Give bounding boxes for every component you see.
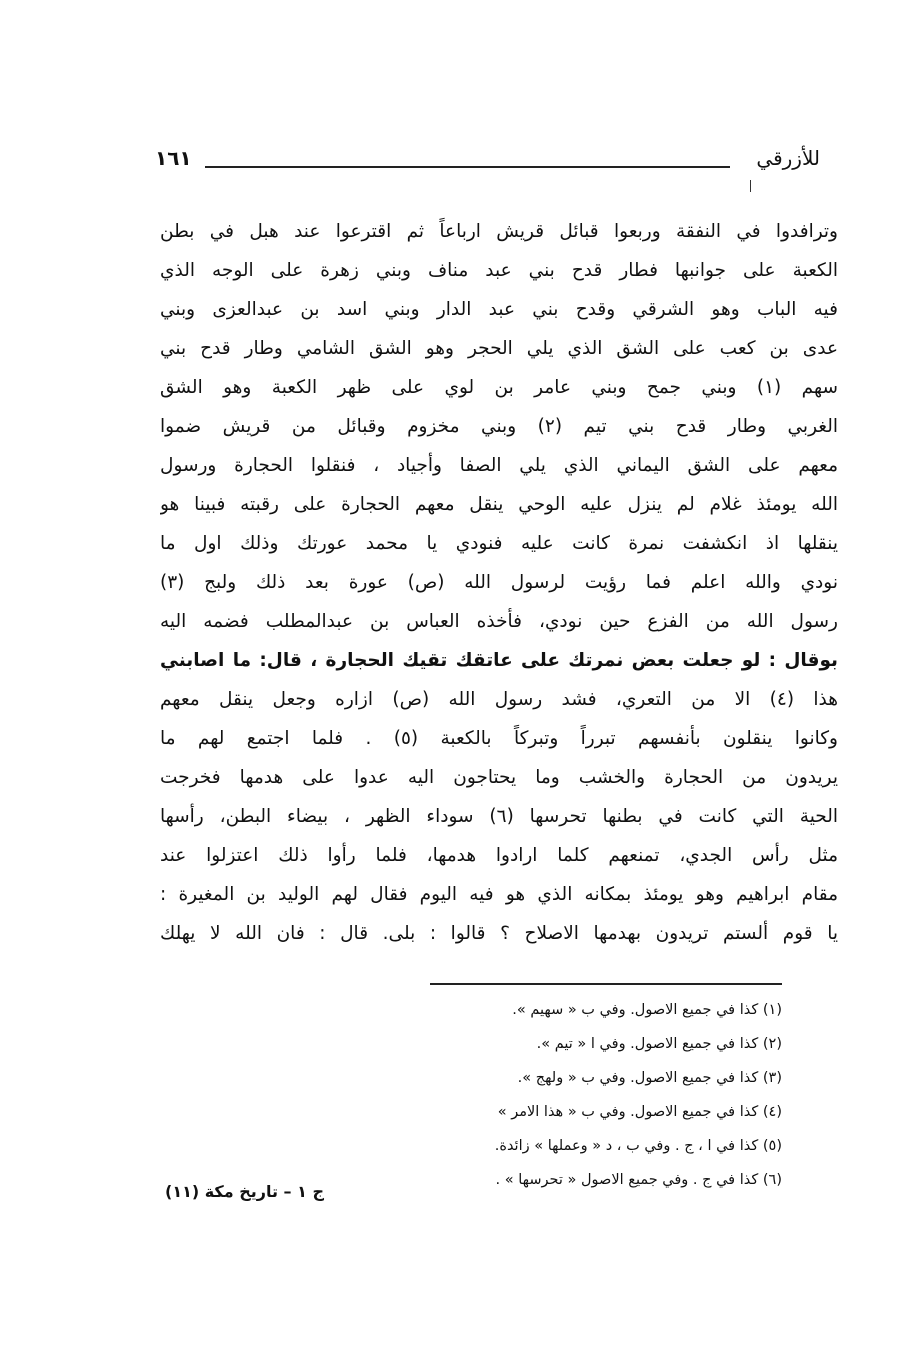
- running-head: للأزرقي: [756, 146, 820, 170]
- text-line: الغربي وطار قدح بني تيم (٢) وبني مخزوم وقبائل من قريش ضموا: [160, 416, 838, 437]
- text-line: يا قوم ألستم تريدون بهدمها الاصلاح ؟ قالوا : بلى. قال : فان الله لا يهلك: [160, 923, 838, 944]
- footnote: (٥) كذا في ا ، ج . وفي ب ، د « وعملها » زائدة.: [494, 1138, 782, 1154]
- footnotes: [282, 993, 782, 1197]
- text-line: وكانوا ينقلون بأنفسهم تبرراً وتبركاً بالكعبة (٥) . فلما اجتمع لهم ما: [160, 728, 838, 749]
- text-line: نودي والله اعلم فما رؤيت لرسول الله (ص) عورة بعد ذلك ولبج (٣): [160, 572, 838, 593]
- text-line: مقام ابراهيم وهو يومئذ بمكانه الذي هو فيه اليوم فقال لهم الوليد بن المغيرة :: [160, 884, 838, 905]
- page-number: ١٦١: [155, 146, 192, 170]
- footnote-rule: [430, 983, 782, 985]
- text-line: الحية التي كانت في بطنها تحرسها (٦) سوداء الظهر ، بيضاء البطن، رأسها: [160, 806, 838, 827]
- text-line: وترافدوا في النفقة وربعوا قبائل قريش ارباعاً ثم اقترعوا عند هبل في بطن: [160, 221, 838, 242]
- text-line: الكعبة على جوانبها فطار قدح بني عبد مناف وبني زهرة على الوجه الذي: [160, 260, 838, 281]
- footnote: (٦) كذا في ج . وفي جميع الاصول « تحرسها » .: [495, 1172, 782, 1188]
- text-line: فيه الباب وهو الشرقي وقدح بني عبد الدار وبني اسد بن عبدالعزى وبني: [160, 299, 838, 320]
- text-line: عدى بن كعب على الشق الذي يلي الحجر وهو الشق الشامي وطار قدح بني: [160, 338, 838, 359]
- text-line: ينقلها اذ انكشفت نمرة كانت عليه فنودي يا محمد عورتك وذلك اول ما: [160, 533, 838, 554]
- text-line: رسول الله من الفزع حين نودي، فأخذه العباس بن عبدالمطلب فضمه اليه: [160, 611, 838, 632]
- footnote: (٣) كذا في جميع الاصول. وفي ب « ولهج ».: [517, 1070, 782, 1086]
- margin-mark: [750, 180, 751, 192]
- signature-mark: ج ١ – تاريخ مكة (١١): [165, 1182, 324, 1201]
- text-line: بوقال : لو جعلت بعض نمرتك على عاتقك تقيك الحجارة ، قال: ما اصابني: [160, 650, 838, 671]
- footnote: (١) كذا في جميع الاصول. وفي ب « سهيم ».: [512, 1002, 782, 1018]
- text-line: مثل رأس الجدي، تمنعهم كلما ارادوا هدمها، فلما رأوا ذلك اعتزلوا عند: [160, 845, 838, 866]
- footnote: (٢) كذا في جميع الاصول. وفي ا « تيم ».: [536, 1036, 782, 1052]
- text-line: معهم على الشق اليماني الذي يلي الصفا وأجياد ، فنقلوا الحجارة ورسول: [160, 455, 838, 476]
- text-line: يريدون من الحجارة والخشب وما يحتاجون اليه عدوا على هدمها فخرجت: [160, 767, 838, 788]
- body-text: [160, 212, 838, 953]
- footnote: (٤) كذا في جميع الاصول. وفي ب « هذا الامر »: [497, 1104, 782, 1120]
- header-rule: [205, 166, 730, 168]
- text-line: سهم (١) وبني جمح وبني عامر بن لوي على ظهر الكعبة وهو الشق: [160, 377, 838, 398]
- text-line: الله يومئذ غلام لم ينزل عليه الوحي ينقل معهم الحجارة على رقبته فبينا هو: [160, 494, 838, 515]
- page-header: [150, 146, 820, 176]
- text-line: هذا (٤) الا من التعري، فشد رسول الله (ص) ازاره وجعل ينقل معهم: [160, 689, 838, 710]
